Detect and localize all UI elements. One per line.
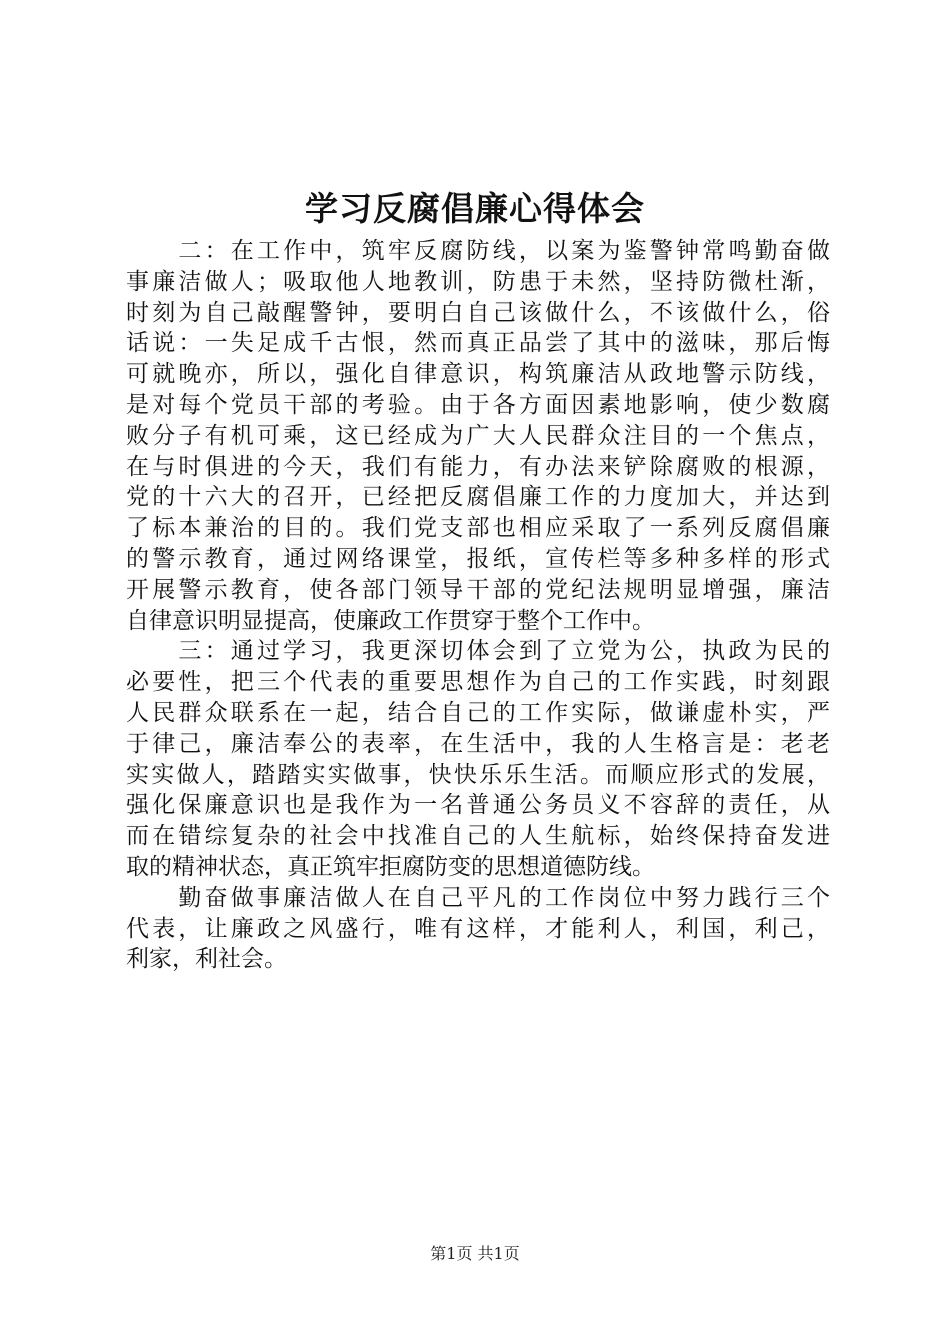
text-line: 代表，让廉政之风盛行，唯有这样，才能利人，利国，利己， [126,915,830,942]
text-line: 必要性，把三个代表的重要思想作为自己的工作实践，时刻跟 [126,669,830,696]
text-line: 开展警示教育，使各部门领导干部的党纪法规明显增强，廉洁 [126,576,830,603]
text-line: 二：在工作中，筑牢反腐防线，以案为鉴警钟常鸣勤奋做 [126,238,830,264]
text-line: 取的精神状态，真正筑牢拒腐防变的思想道德防线。 [126,853,655,880]
text-line: 实实做人，踏踏实实做事，快快乐乐生活。而顺应形式的发展， [126,761,830,788]
text-line: 可就晚亦，所以，强化自律意识，构筑廉洁从政地警示防线， [126,361,830,388]
text-line: 话说：一失足成千古恨，然而真正品尝了其中的滋味，那后悔 [126,330,830,357]
text-line: 是对每个党员干部的考验。由于各方面因素地影响，使少数腐 [126,391,830,418]
text-line: 事廉洁做人；吸取他人地教训，防患于未然，坚持防微杜渐， [126,268,830,295]
text-line: 而在错综复杂的社会中找准自己的人生航标，始终保持奋发进 [126,823,830,850]
text-line: 勤奋做事廉洁做人在自己平凡的工作岗位中努力践行三个 [126,884,830,911]
document-title: 学习反腐倡廉心得体会 [305,189,645,228]
text-line: 败分子有机可乘，这已经成为广大人民群众注目的一个焦点， [126,422,830,449]
document-body [126,236,830,975]
text-line: 的警示教育，通过网络课堂，报纸，宣传栏等多种多样的形式 [126,545,830,572]
text-line: 于律己，廉洁奉公的表率，在生活中，我的人生格言是：老老 [126,730,830,757]
text-line: 强化保廉意识也是我作为一名普通公务员义不容辞的责任，从 [126,792,830,819]
text-line: 人民群众联系在一起，结合自己的工作实际，做谦虚朴实，严 [126,699,830,726]
page-footer: 第1页 共1页 [430,1244,520,1263]
text-line: 在与时俱进的今天，我们有能力，有办法来铲除腐败的根源， [126,453,830,480]
text-line: 党的十六大的召开，已经把反腐倡廉工作的力度加大，并达到 [126,484,830,511]
text-line: 利家，利社会。 [126,946,287,973]
text-line: 三：通过学习，我更深切体会到了立党为公，执政为民的 [126,638,830,665]
text-line: 自律意识明显提高，使廉政工作贯穿于整个工作中。 [126,607,655,634]
text-line: 了标本兼治的目的。我们党支部也相应采取了一系列反腐倡廉 [126,515,830,542]
text-line: 时刻为自己敲醒警钟，要明白自己该做什么，不该做什么，俗 [126,299,830,326]
